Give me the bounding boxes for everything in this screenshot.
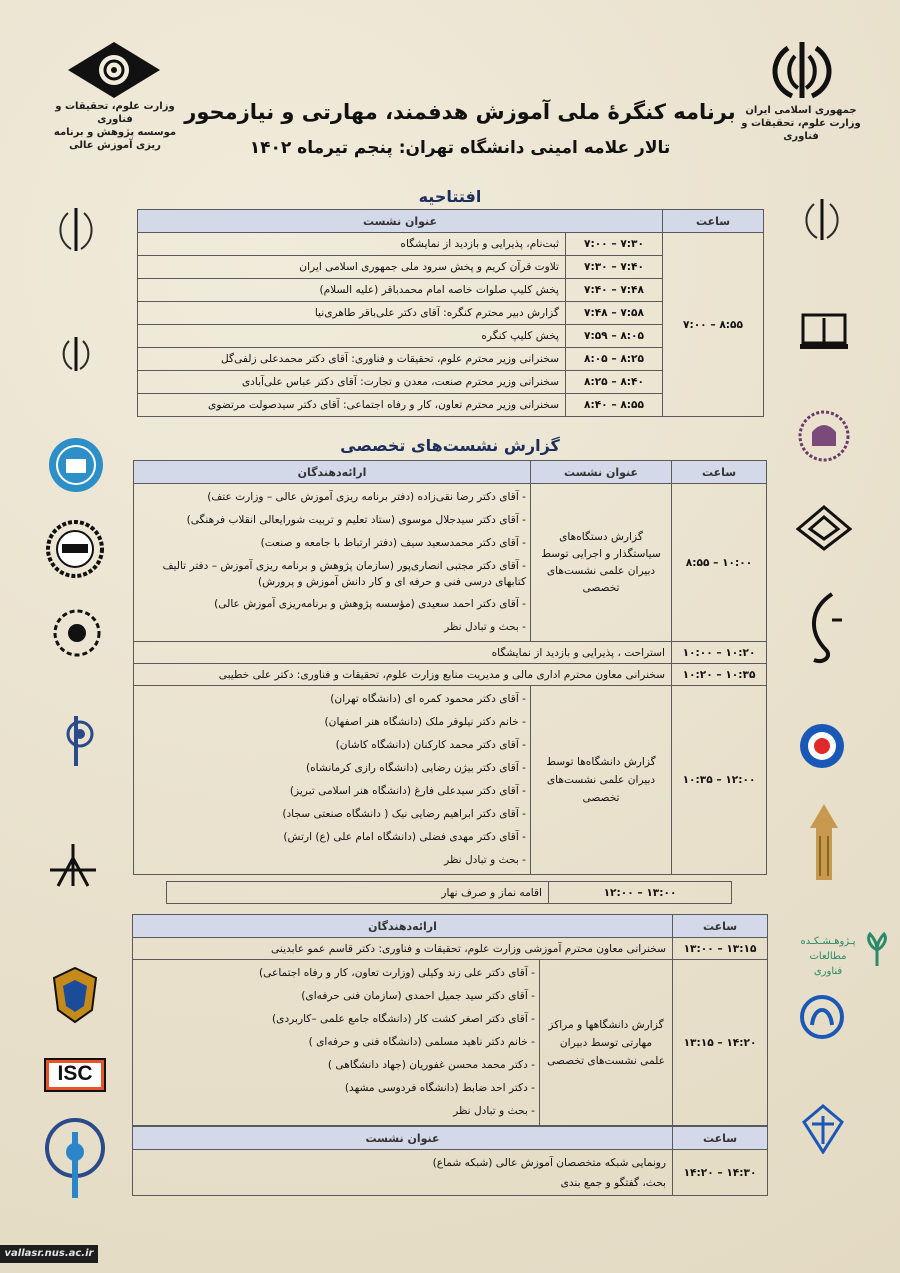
block1-presenter: - آقای دکتر احمد سعیدی (مؤسسه پژوهش و برنامه‌ریزی آموزش عالی) [138,593,526,616]
closing-time: ۱۴:۲۰ – ۱۴:۳۰ [673,1150,768,1196]
university-of-tehran-logo [48,437,104,493]
opening-col-time: ساعت [663,210,764,233]
iran-emblem-right-1-logo [800,196,844,244]
page-title: برنامه کنگرهٔ ملی آموزش هدفمند، مهارتی و نیازمحور [184,100,736,124]
opening-section-title: افتتاحیه [418,187,482,206]
specialized-section-title: گزارش نشست‌های تخصصی [340,436,560,455]
opening-row-time: ۷:۴۰ – ۷:۴۸ [566,279,663,302]
opening-overall-time: ۷:۰۰ – ۸:۵۵ [663,233,764,417]
block1-presenter: - آقای دکتر مجتبی انصاری‌پور (سازمان پژوهش و برنامه ریزی آموزش – دفتر تالیف کتابهای درسی فنی و حرفه ای و کار دانش آموزش و پرورش) [138,555,526,593]
block2-title: گزارش دانشگاه‌ها توسط دبیران علمی نشست‌های تخصصی [531,686,672,875]
block1-presenter: - آقای دکتر رضا نقی‌زاده (دفتر برنامه ریزی آموزش عالی – وزارت عتف) [138,486,526,509]
book-emblem-logo [800,312,848,352]
iran-emblem-logo [762,38,842,102]
technology-studies-institute-logo [794,932,890,977]
right-org-line1: جمهوری اسلامی ایران [745,105,857,116]
afternoon-block-title: گزارش دانشگاهها و مراکز مهارتی توسط دبیران علمی نشست‌های تخصصی [540,960,673,1126]
afternoon-table [132,914,768,1126]
afternoon-presenter: - خانم دکتر ناهید مسلمی (دانشگاه فنی و حرفه‌ای ) [137,1031,535,1054]
art-university-logo [56,712,98,770]
afternoon-presenter: - آقای دکتر علی زند وکیلی (وزارت تعاون، کار و رفاه اجتماعی) [137,962,535,985]
iran-emblem-left-2-logo [58,335,94,373]
afternoon-presenter: - بحث و تبادل نظر [137,1100,535,1123]
prayer-time: ۱۲:۰۰ – ۱۳:۰۰ [549,882,732,904]
specialized-col-presenters: ارائه‌دهندگان [134,461,531,484]
opening-row-time: ۷:۴۸ – ۷:۵۸ [566,302,663,325]
opening-row-title: سخنرانی وزیر محترم علوم، تحقیقات و فناوری: آقای دکتر محمدعلی زلفی‌گل [138,348,566,371]
pajuheshkade-line2: مطالعات فناوری [809,951,847,977]
block2-presenter: - خانم دکتر نیلوفر ملک (دانشگاه هنر اصفهان) [138,711,526,734]
block2-presenter: - آقای دکتر مهدی فضلی (دانشگاه امام علی (ع) ارتش) [138,826,526,849]
closing-table [132,1126,768,1196]
prayer-title: اقامه نماز و صرف نهار [167,882,549,904]
imam-ali-university-logo [52,966,98,1024]
calligraphy-logo [802,590,846,666]
left-org-line1: وزارت علوم، تحقیقات و فناوری [55,101,175,125]
industrial-university-logo [802,1104,844,1154]
opening-row-time: ۷:۳۰ – ۷:۴۰ [566,256,663,279]
deputy1-time: ۱۰:۲۰ – ۱۰:۳۵ [672,664,767,686]
opening-row-time: ۷:۵۹ – ۸:۰۵ [566,325,663,348]
footer-url[interactable]: vallasr.nus.ac.ir [0,1245,98,1263]
break-title: استراحت ، پذیرایی و بازدید از نمایشگاه [134,642,672,664]
block2-presenter: - آقای دکتر محمود کمره ای (دانشگاه تهران) [138,688,526,711]
kashan-university-logo [796,505,852,551]
vocational-org-logo [794,722,850,770]
isc-logo [44,1058,106,1092]
afternoon-presenter: - دکتر محمد محسن غفوریان (جهاد دانشگاهی ) [137,1054,535,1077]
opening-row-title: ثبت‌نام، پذیرایی و بازدید از نمایشگاه [138,233,566,256]
technical-vocational-org-logo [44,1118,106,1204]
left-org-line2: موسسه پژوهش و برنامه ریزی آموزش عالی [53,127,177,151]
deputy1-title: سخنرانی معاون محترم اداری مالی و مدیریت منابع وزارت علوم، تحقیقات و فناوری: دکتر علی خطیبی [134,664,672,686]
specialized-col-time: ساعت [672,461,767,484]
opening-row-title: تلاوت قرآن کریم و پخش سرود ملی جمهوری اسلامی ایران [138,256,566,279]
opening-table [137,209,764,417]
opening-row-title: سخنرانی وزیر محترم صنعت، معدن و تجارت: آقای دکتر عباس علی‌آبادی [138,371,566,394]
isc-logo-text: ISC [57,1062,93,1085]
specialized-col-title: عنوان نشست [531,461,672,484]
block1-title: گزارش دستگاه‌های سیاستگذار و اجرایی توسط دبیران علمی نشست‌های تخصصی [531,484,672,642]
sajad-university-logo [44,840,102,890]
university-emblem-logo [66,40,162,100]
opening-row-title: گزارش دبیر محترم کنگره: آقای دکتر علی‌باقر طاهری‌نیا [138,302,566,325]
block1-time: ۸:۵۵ – ۱۰:۰۰ [672,484,767,642]
prayer-table [166,881,732,904]
block1-presenter: - بحث و تبادل نظر [138,616,526,639]
afternoon-block-time: ۱۳:۱۵ – ۱۴:۲۰ [673,960,768,1126]
block1-presenter: - آقای دکتر محمدسعید سیف (دفتر ارتباط با جامعه و صنعت) [138,532,526,555]
opening-row-time: ۸:۴۰ – ۸:۵۵ [566,394,663,417]
mashhad-university-logo [798,410,850,462]
razi-university-logo [52,608,102,658]
block2-presenter: - آقای دکتر بیژن رضایی (دانشگاه رازی کرمانشاه) [138,757,526,780]
block2-presenter: - آقای دکتر سیدعلی فارغ (دانشگاه هنر اسلامی تبریز) [138,780,526,803]
block2-time: ۱۰:۳۵ – ۱۲:۰۰ [672,686,767,875]
afternoon-col-presenters: ارائه‌دهندگان [133,915,673,938]
deputy2-title: سخنرانی معاون محترم آموزشی وزارت علوم، تحقیقات و فناوری: دکتر قاسم عمو عابدینی [133,938,673,960]
opening-col-title: عنوان نشست [138,210,663,233]
technical-university-logo [800,995,844,1039]
opening-row-time: ۸:۲۵ – ۸:۴۰ [566,371,663,394]
break-time: ۱۰:۰۰ – ۱۰:۲۰ [672,642,767,664]
block1-presenter: - آقای دکتر سیدجلال موسوی (ستاد تعلیم و تربیت شورایعالی انقلاب فرهنگی) [138,509,526,532]
closing-line1: رونمایی شبکه متخصصان آموزش عالی (شبکه شماع) [432,1156,666,1169]
closing-col-title: عنوان نشست [133,1127,673,1150]
opening-row-time: ۸:۰۵ – ۸:۲۵ [566,348,663,371]
afternoon-presenter: - آقای دکتر سید جمیل احمدی (سازمان فنی حرفه‌ای) [137,985,535,1008]
closing-col-time: ساعت [673,1127,768,1150]
block2-presenter: - آقای دکتر ابراهیم رضایی نیک ( دانشگاه صنعتی سجاد) [138,803,526,826]
deputy2-time: ۱۳:۰۰ – ۱۳:۱۵ [673,938,768,960]
opening-row-time: ۷:۰۰ – ۷:۳۰ [566,233,663,256]
page-subtitle: تالار علامه امینی دانشگاه تهران: پنجم تیرماه ۱۴۰۲ [249,138,671,158]
pajuheshkade-line1: پـژوهـشـکـده [800,936,856,947]
opening-row-title: پخش کلیپ کنگره [138,325,566,348]
jahad-daneshgahi-logo [46,520,104,578]
right-org-line2: وزارت علوم، تحقیقات و فناوری [741,118,861,142]
afternoon-col-time: ساعت [673,915,768,938]
afternoon-presenter: - آقای دکتر اصغر کشت کار (دانشگاه جامع علمی –کاربردی) [137,1008,535,1031]
tower-logo [808,802,840,882]
opening-row-title: سخنرانی وزیر محترم تعاون، کار و رفاه اجتماعی: آقای دکتر سیدصولت مرتضوی [138,394,566,417]
opening-row-title: پخش کلیپ صلوات خاصه امام محمدباقر (علیه السلام) [138,279,566,302]
closing-line2: بحث، گفتگو و جمع بندی [560,1176,666,1189]
specialized-table [133,460,767,875]
afternoon-presenter: - دکتر احد ضابط (دانشگاه فردوسی مشهد) [137,1077,535,1100]
iran-emblem-left-1-logo [54,205,98,255]
block2-presenter: - بحث و تبادل نظر [138,849,526,872]
block2-presenter: - آقای دکتر محمد کارکنان (دانشگاه کاشان) [138,734,526,757]
